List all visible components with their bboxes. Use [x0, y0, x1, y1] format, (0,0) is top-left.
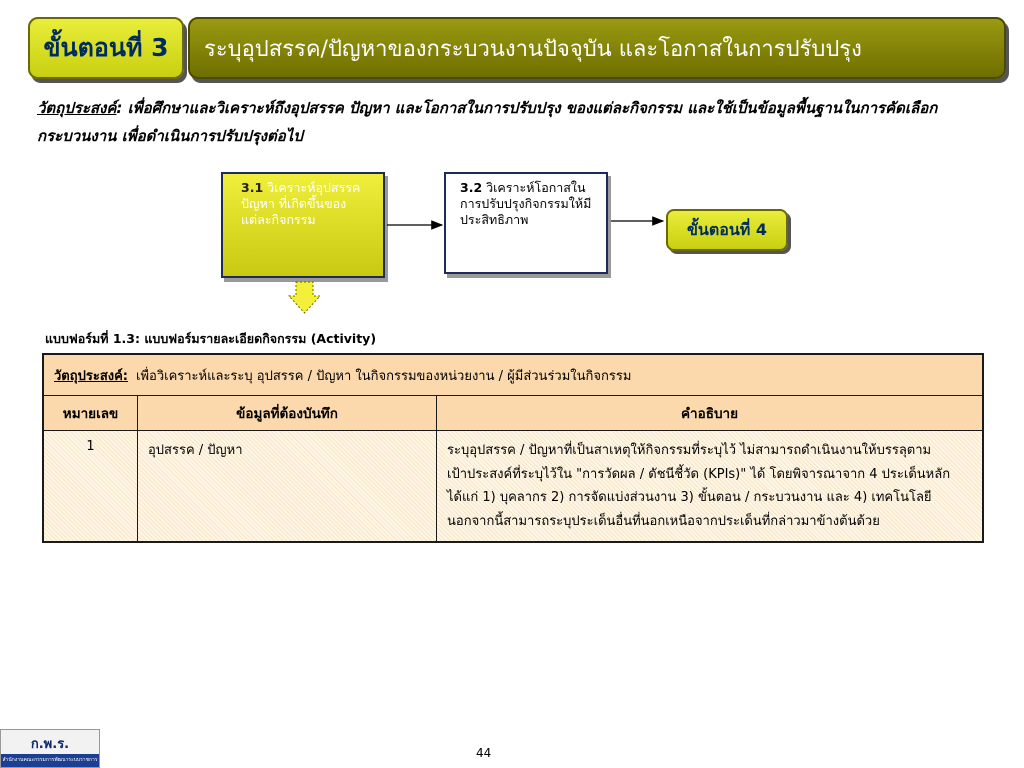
form-title-thai: แบบฟอร์มที่ 1.3: แบบฟอร์มรายละเอียดกิจกรรม [45, 331, 307, 346]
flow-box-3-1-text: วิเคราะห์อุปสรรค ปัญหา ที่เกิดขึ้นของแต่ละกิจกรรม [241, 180, 361, 227]
cell-description: ระบุอุปสรรค / ปัญหาที่เป็นสาเหตุให้กิจกรรมที่ระบุไว้ ไม่สามารถดำเนินงานให้บรรลุตามเป้าประสงค์ที่ระบุไว้ใน "การวัดผล / ดัชนีชี้วัด (KPIs)" ได้ โดยพิจารณาจาก 4 ประเด็นหลัก ได้แก่ 1) บุคลากร 2) การจัดแบ่งส่วนงาน 3) ขั้นตอน / กระบวนงาน และ 4) เทคโนโลยี นอกจากนี้สามารถระบุประเด็นอื่นที่นอกเหนือจากประเด็นที่กล่าวมาข้างต้นด้วย [437, 431, 984, 543]
step-badge-label: ขั้นตอนที่ 3 [43, 33, 169, 62]
step-badge [28, 17, 184, 79]
next-step-label: ขั้นตอนที่ 4 [686, 219, 768, 239]
down-arrow-icon [289, 282, 320, 313]
flow-box-3-1 [221, 172, 385, 278]
flow-box-3-1-number: 3.1 [241, 180, 264, 195]
table-objective-row [43, 354, 983, 396]
column-header-field: ข้อมูลที่ต้องบันทึก [138, 396, 437, 431]
activity-form-table [42, 353, 984, 543]
column-header-description: คำอธิบาย [437, 396, 984, 431]
next-step-badge [666, 209, 788, 251]
page-title: ระบุอุปสรรค/ปัญหาของกระบวนงานปัจจุบัน และโอกาสในการปรับปรุง [204, 36, 862, 62]
page-title-bar [188, 17, 1006, 79]
logo-subtext: สำนักงานคณะกรรมการพัฒนาระบบราชการ [1, 754, 99, 767]
table-objective-text: เพื่อวิเคราะห์และระบุ อุปสรรค / ปัญหา ในกิจกรรมของหน่วยงาน / ผู้มีส่วนร่วมในกิจกรรม [136, 368, 632, 384]
table-row [43, 431, 983, 543]
objective-paragraph [37, 94, 987, 150]
objective-text: : เพื่อศึกษาและวิเคราะห์ถึงอุปสรรค ปัญหา และโอกาสในการปรับปรุง ของแต่ละกิจกรรม และใช้เป็นข้อมูลพื้นฐานในการคัดเลือกกระบวนงาน เพื่อดำเนินการปรับปรุงต่อไป [37, 99, 938, 145]
cell-field: อุปสรรค / ปัญหา [138, 431, 437, 543]
form-title [45, 329, 376, 349]
logo-text: ก.พ.ร. [1, 730, 99, 756]
table-objective-cell [43, 354, 983, 396]
column-header-number: หมายเลข [43, 396, 138, 431]
flow-box-3-2-number: 3.2 [460, 180, 483, 195]
flow-box-3-2-text: วิเคราะห์โอกาสในการปรับปรุงกิจกรรมให้มีประสิทธิภาพ [460, 180, 592, 227]
form-title-en: (Activity) [310, 331, 377, 346]
opdc-logo [0, 729, 100, 768]
table-header-row [43, 396, 983, 431]
table-objective-label: วัตถุประสงค์: [54, 368, 129, 384]
cell-number: 1 [43, 431, 138, 543]
objective-label: วัตถุประสงค์ [37, 99, 117, 117]
flow-box-3-2 [444, 172, 608, 274]
page-number: 44 [476, 746, 492, 760]
